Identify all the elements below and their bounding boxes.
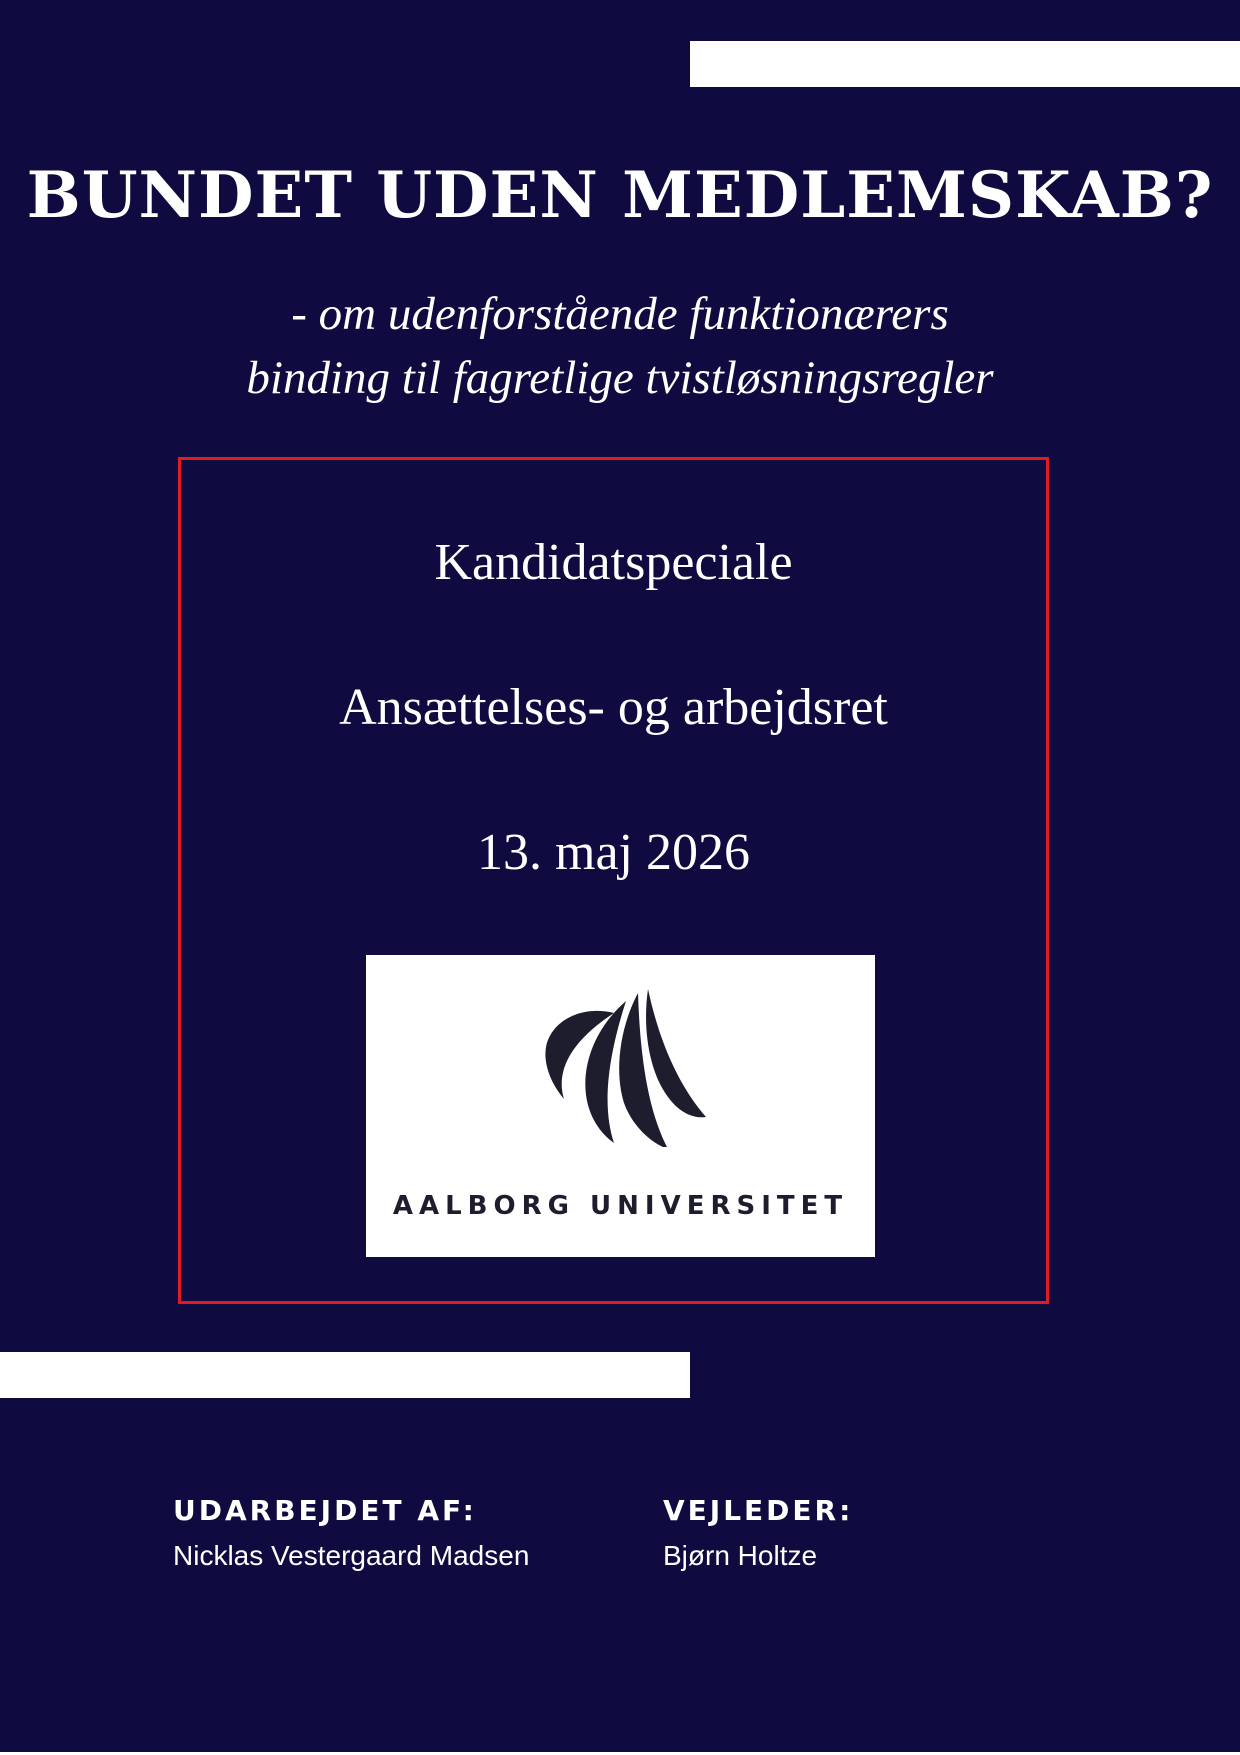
top-accent-bar <box>690 41 1240 87</box>
subtitle <box>0 282 1240 410</box>
author-label: UDARBEJDET AF: <box>173 1494 477 1527</box>
bottom-accent-bar <box>0 1352 690 1398</box>
aau-logo-icon <box>516 987 716 1147</box>
author-name: Nicklas Vestergaard Madsen <box>173 1540 530 1571</box>
thesis-field: Ansættelses- og arbejdsret <box>339 679 888 736</box>
subtitle-line-2: binding til fagretlige tvistløsningsregler <box>246 352 994 404</box>
thesis-type: Kandidatspeciale <box>434 534 793 591</box>
subtitle-line-1: - om udenforstående funktionærers <box>291 288 949 340</box>
logo-text: AALBORG UNIVERSITET <box>392 1191 849 1221</box>
page-title: BUNDET UDEN MEDLEMSKAB? <box>26 158 1214 233</box>
advisor-label: VEJLEDER: <box>663 1494 854 1527</box>
university-logo <box>366 955 875 1257</box>
advisor-name: Bjørn Holtze <box>663 1540 818 1571</box>
thesis-date: 13. maj 2026 <box>477 824 750 881</box>
